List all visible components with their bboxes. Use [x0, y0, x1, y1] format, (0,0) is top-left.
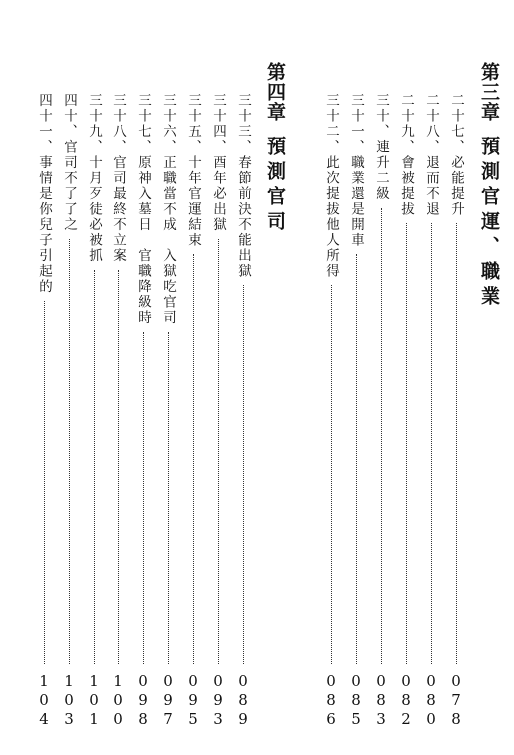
toc-entry[interactable] [346, 93, 366, 729]
toc-entry[interactable] [84, 93, 104, 729]
toc-entry-label: 三十六、正職當不成 入獄吃官司 [160, 93, 176, 326]
toc-entry[interactable] [183, 93, 203, 729]
toc-entry-label: 四十一、事情是你兒子引起的 [36, 93, 52, 295]
toc-entry-label: 三十三、春節前決不能出獄 [235, 93, 251, 279]
dotted-leader [118, 270, 119, 665]
toc-entry-page: 089 [234, 672, 252, 729]
toc-entry-label: 四十、官司不了了之 [61, 93, 77, 233]
dotted-leader [44, 301, 45, 665]
toc-entry-page: 101 [85, 672, 103, 729]
toc-entry-label: 三十五、十年官運結束 [185, 93, 201, 248]
chapter-3-title: 預測官運、職業 [478, 136, 500, 311]
toc-entry[interactable] [133, 93, 153, 729]
toc-entry[interactable] [59, 93, 79, 729]
toc-entry[interactable] [108, 93, 128, 729]
toc-entry[interactable] [371, 93, 391, 729]
toc-entry[interactable] [421, 93, 441, 729]
toc-entry-label: 二十七、必能提升 [448, 93, 464, 217]
dotted-leader [143, 332, 144, 665]
dotted-leader [381, 208, 382, 665]
dotted-leader [168, 332, 169, 665]
dotted-leader [243, 285, 244, 664]
toc-entry[interactable] [158, 93, 178, 729]
toc-entry-page: 086 [322, 672, 340, 729]
toc-entry-page: 098 [134, 672, 152, 729]
toc-entry-page: 103 [60, 672, 78, 729]
dotted-leader [331, 285, 332, 664]
toc-entry-label: 三十八、官司最終不立案 [110, 93, 126, 264]
chapter-4-title: 預測官司 [264, 136, 286, 236]
toc-entry[interactable] [208, 93, 228, 729]
toc-entry[interactable] [34, 93, 54, 729]
toc-entry-label: 三十七、原神入墓日 官職降級時 [135, 93, 151, 326]
chapter-4-number: 第四章 [264, 62, 286, 122]
toc-entry-page: 080 [422, 672, 440, 729]
toc-entry-page: 078 [447, 672, 465, 729]
dotted-leader [69, 239, 70, 665]
toc-entry-page: 082 [397, 672, 415, 729]
chapter-3-heading [476, 62, 503, 733]
toc-entry-page: 093 [209, 672, 227, 729]
dotted-leader [193, 254, 194, 664]
toc-entry[interactable] [321, 93, 341, 729]
toc-entry-page: 104 [35, 672, 53, 729]
toc-entry-page: 097 [159, 672, 177, 729]
toc-entry[interactable] [396, 93, 416, 729]
toc-entry-label: 三十二、此次提拔他人所得 [323, 93, 339, 279]
toc-entry[interactable] [233, 93, 253, 729]
toc-entry-page: 095 [184, 672, 202, 729]
toc-entry[interactable] [446, 93, 466, 729]
toc-entry-page: 100 [109, 672, 127, 729]
dotted-leader [406, 223, 407, 664]
dotted-leader [356, 254, 357, 664]
toc-entry-label: 三十四、酉年必出獄 [210, 93, 226, 233]
chapter-4-heading [262, 62, 289, 733]
toc-entry-page: 083 [372, 672, 390, 729]
toc-entry-label: 三十一、職業還是開車 [348, 93, 364, 248]
dotted-leader [94, 270, 95, 665]
dotted-leader [218, 239, 219, 665]
toc-entry-label: 三十九、十月歹徒必被抓 [86, 93, 102, 264]
dotted-leader [456, 223, 457, 664]
toc-entry-label: 三十、連升二級 [373, 93, 389, 202]
toc-entry-page: 085 [347, 672, 365, 729]
toc-entry-label: 二十八、退而不退 [423, 93, 439, 217]
toc-entry-label: 二十九、會被提拔 [398, 93, 414, 217]
chapter-3-number: 第三章 [478, 62, 500, 122]
dotted-leader [431, 223, 432, 664]
